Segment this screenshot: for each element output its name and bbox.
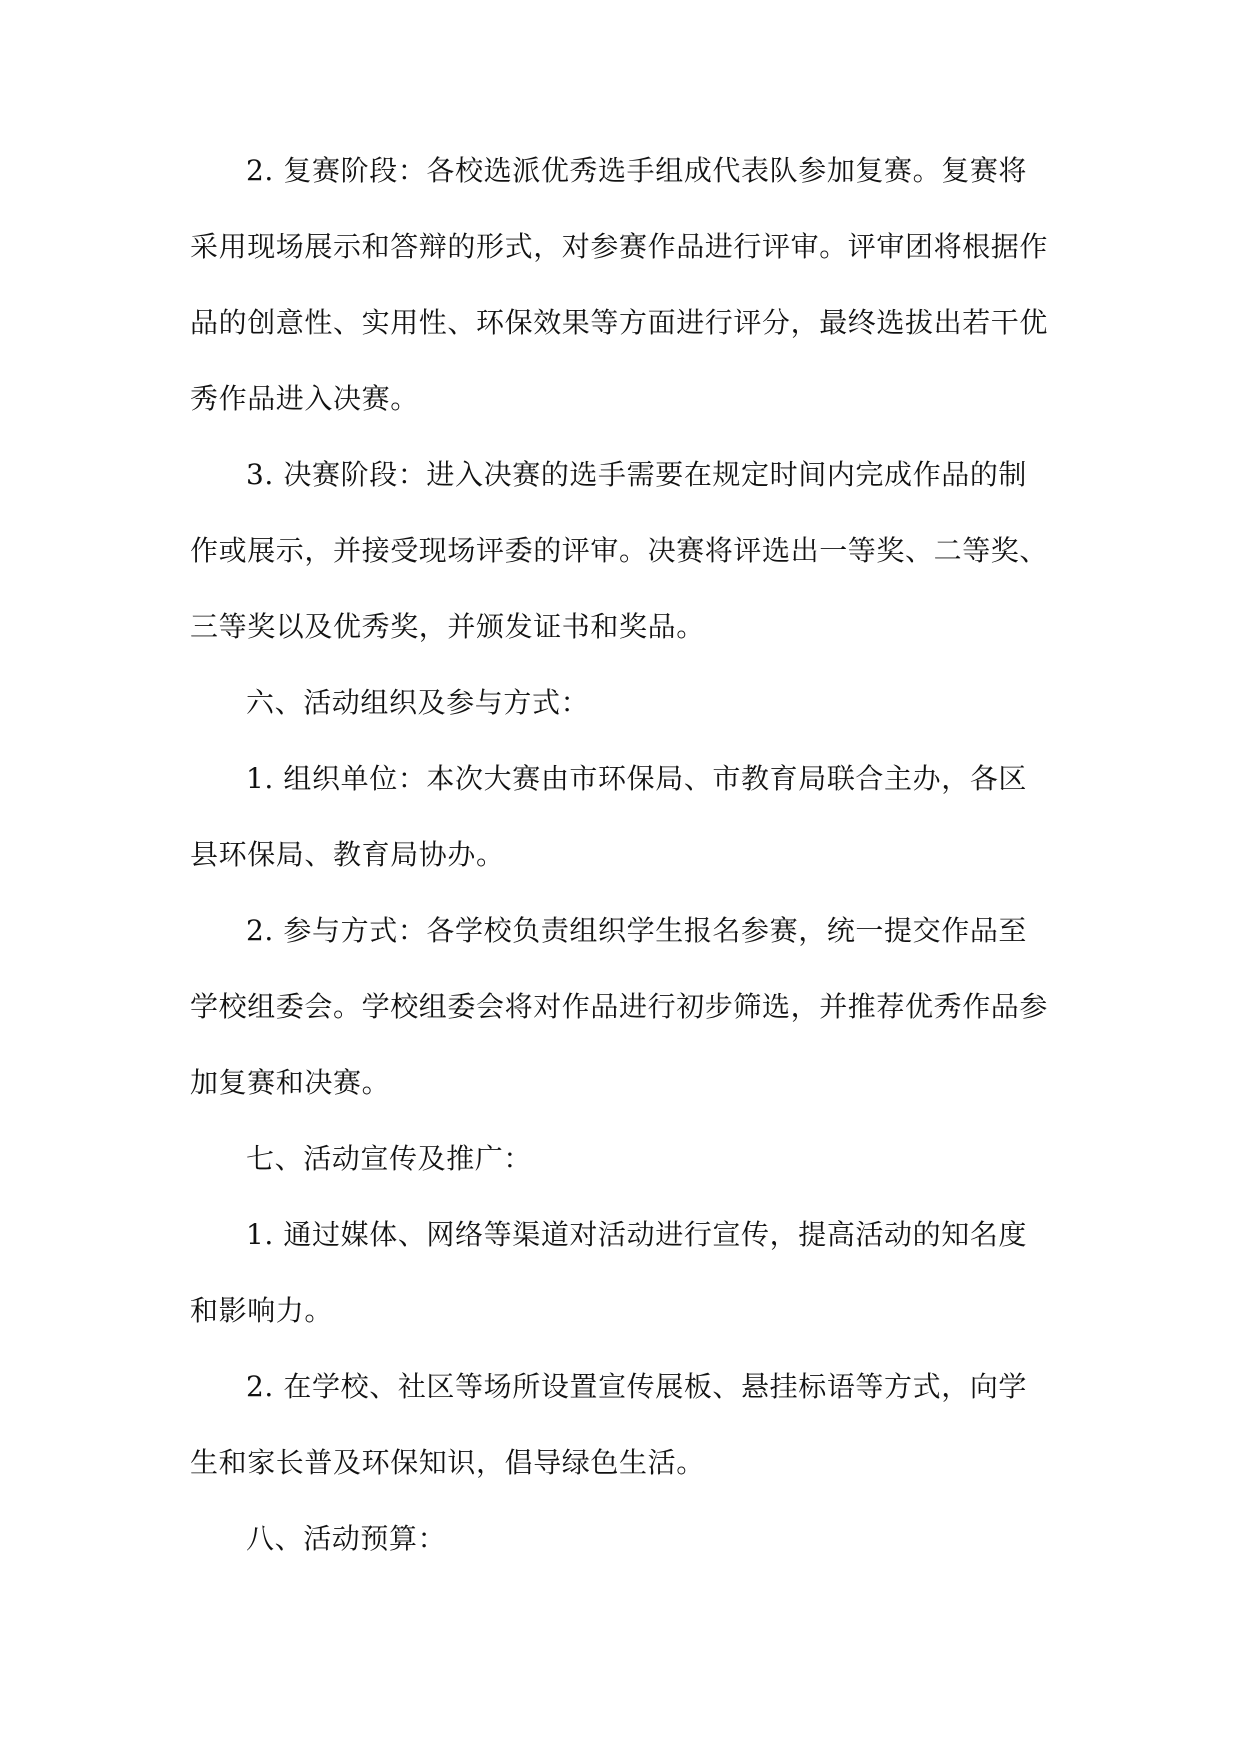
text-line: 采用现场展示和答辩的形式，对参赛作品进行评审。评审团将根据作 <box>190 230 1049 263</box>
section-heading: 八、活动预算： <box>246 1522 447 1555</box>
section-heading: 七、活动宣传及推广： <box>246 1142 533 1175</box>
text-line: 县环保局、教育局协办。 <box>190 838 505 871</box>
text-line: 2. 复赛阶段：各校选派优秀选手组成代表队参加复赛。复赛将 <box>246 154 1028 187</box>
text-line: 2. 在学校、社区等场所设置宣传展板、悬挂标语等方式，向学 <box>246 1370 1028 1403</box>
text-line: 品的创意性、实用性、环保效果等方面进行评分，最终选拔出若干优 <box>190 306 1049 339</box>
section-heading: 六、活动组织及参与方式： <box>246 686 590 719</box>
document-body <box>190 145 1060 1589</box>
text-line: 作或展示，并接受现场评委的评审。决赛将评选出一等奖、二等奖、 <box>190 534 1049 567</box>
text-line: 学校组委会。学校组委会将对作品进行初步筛选，并推荐优秀作品参 <box>190 990 1049 1023</box>
text-line: 1. 组织单位：本次大赛由市环保局、市教育局联合主办，各区 <box>246 762 1028 795</box>
text-line: 2. 参与方式：各学校负责组织学生报名参赛，统一提交作品至 <box>246 914 1028 947</box>
text-line: 和影响力。 <box>190 1294 334 1327</box>
text-line: 3. 决赛阶段：进入决赛的选手需要在规定时间内完成作品的制 <box>246 458 1028 491</box>
text-line: 秀作品进入决赛。 <box>190 382 419 415</box>
text-line: 三等奖以及优秀奖，并颁发证书和奖品。 <box>190 610 705 643</box>
text-line: 生和家长普及环保知识，倡导绿色生活。 <box>190 1446 705 1479</box>
text-line: 加复赛和决赛。 <box>190 1066 391 1099</box>
text-line: 1. 通过媒体、网络等渠道对活动进行宣传，提高活动的知名度 <box>246 1218 1028 1251</box>
